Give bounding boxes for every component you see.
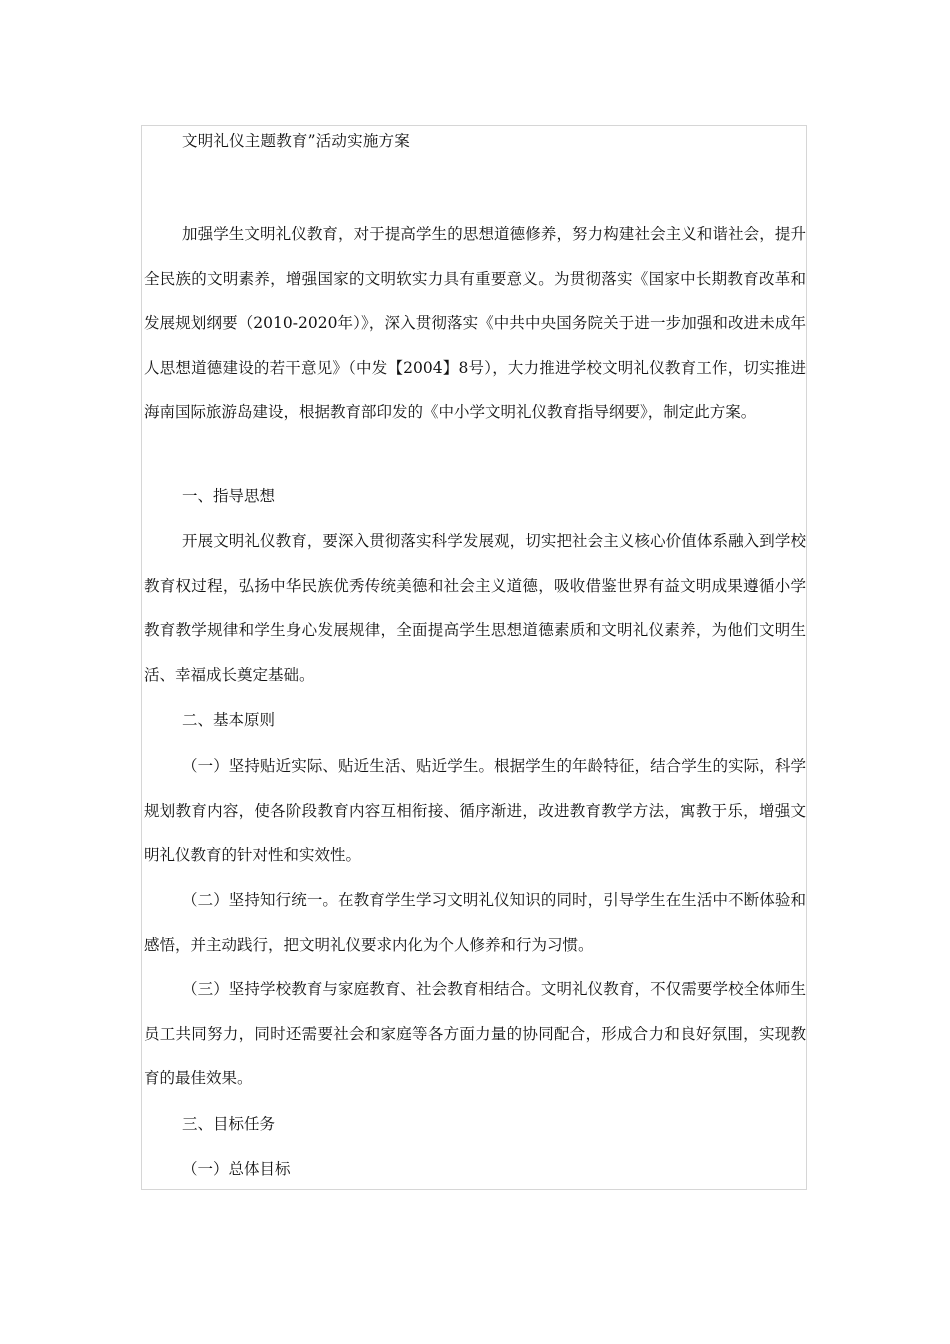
document-title: 文明礼仪主题教育”活动实施方案 [182,132,410,150]
principle-paragraph-1: （一）坚持贴近实际、贴近生活、贴近学生。根据学生的年龄特征，结合学生的实际，科学规划教育内容，使各阶段教育内容互相衔接、循序渐进，改进教育教学方法，寓教于乐，增强文明礼仪教育的针对性和实效性。 [144,757,806,864]
principle-paragraph-2: （二）坚持知行统一。在教育学生学习文明礼仪知识的同时，引导学生在生活中不断体验和感悟，并主动践行，把文明礼仪要求内化为个人修养和行为习惯。 [144,891,806,954]
subsection-heading-overall-goal: （一）总体目标 [182,1160,291,1178]
section-heading-goals: 三、目标任务 [182,1115,276,1133]
document-page [141,125,807,1190]
section-heading-guiding-ideology: 一、指导思想 [182,487,276,505]
intro-paragraph: 加强学生文明礼仪教育，对于提高学生的思想道德修养，努力构建社会主义和谐社会，提升全民族的文明素养，增强国家的文明软实力具有重要意义。为贯彻落实《国家中长期教育改革和发展规划纲要（2010-2020年）》，深入贯彻落实《中共中央国务院关于进一步加强和改进未成年人思想道德建设的若干意见》（中发【2004】8号），大力推进学校文明礼仪教育工作，切实推进海南国际旅游岛建设，根据教育部印发的《中小学文明礼仪教育指导纲要》，制定此方案。 [144,225,806,421]
guiding-ideology-paragraph: 开展文明礼仪教育，要深入贯彻落实科学发展观，切实把社会主义核心价值体系融入到学校教育权过程，弘扬中华民族优秀传统美德和社会主义道德，吸收借鉴世界有益文明成果遵循小学教育教学规律和学生身心发展规律，全面提高学生思想道德素质和文明礼仪素养，为他们文明生活、幸福成长奠定基础。 [144,532,806,684]
principle-paragraph-3: （三）坚持学校教育与家庭教育、社会教育相结合。文明礼仪教育，不仅需要学校全体师生员工共同努力，同时还需要社会和家庭等各方面力量的协同配合，形成合力和良好氛围，实现教育的最佳效果。 [144,980,806,1087]
section-heading-basic-principles: 二、基本原则 [182,711,276,729]
